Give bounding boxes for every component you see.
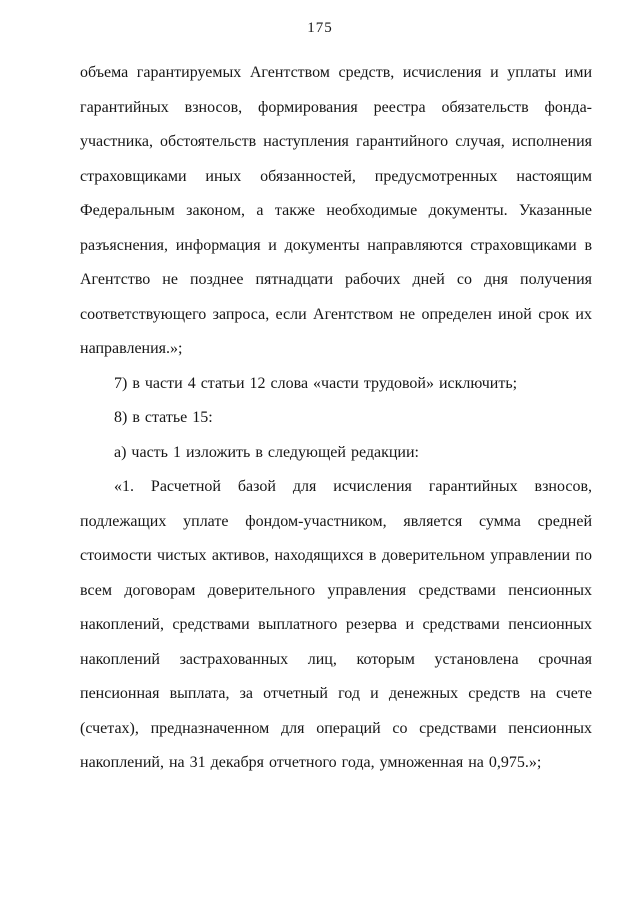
- text-line: пенсионная выплата, за отчетный год и денежных средств на счете: [80, 685, 592, 702]
- text-line: направления.»;: [80, 340, 183, 357]
- document-body: [80, 56, 592, 781]
- text-line: накоплений, средствами выплатного резерва и средствами пенсионных: [80, 616, 592, 633]
- text-line: стоимости чистых активов, находящихся в доверительном управлении по: [80, 547, 592, 564]
- text-line: разъяснения, информация и документы направляются страховщиками в: [80, 236, 592, 254]
- page-number: 175: [307, 20, 333, 36]
- text-line: «1. Расчетной базой для исчисления гарантийных взносов,: [114, 478, 592, 495]
- paragraph: [80, 367, 592, 402]
- text-line: 7) в части 4 статьи 12 слова «части трудовой» исключить;: [114, 374, 518, 392]
- text-line: объема гарантируемых Агентством средств, исчисления и уплаты ими: [80, 64, 592, 81]
- text-line: а) часть 1 изложить в следующей редакции:: [114, 443, 419, 461]
- text-line: подлежащих уплате фондом-участником, является сумма средней: [80, 512, 592, 530]
- paragraph: [80, 56, 592, 367]
- text-line: Федеральным законом, а также необходимые документы. Указанные: [80, 202, 592, 219]
- text-line: страховщиками иных обязанностей, предусмотренных настоящим: [80, 167, 592, 185]
- text-line: Агентство не позднее пятнадцати рабочих дней со дня получения: [80, 271, 592, 288]
- paragraph: [80, 401, 592, 436]
- paragraph: [80, 470, 592, 781]
- text-line: (счетах), предназначенном для операций со средствами пенсионных: [80, 719, 592, 737]
- text-line: 8) в статье 15:: [114, 409, 213, 426]
- paragraph: [80, 436, 592, 471]
- text-line: гарантийных взносов, формирования реестра обязательств фонда-: [80, 98, 592, 116]
- text-line: участника, обстоятельств наступления гарантийного случая, исполнения: [80, 133, 592, 150]
- text-line: накоплений застрахованных лиц, которым установлена срочная: [80, 650, 592, 668]
- text-line: соответствующего запроса, если Агентством не определен иной срок их: [80, 305, 592, 323]
- text-line: всем договорам доверительного управления средствами пенсионных: [80, 581, 592, 599]
- text-line: накоплений, на 31 декабря отчетного года, умноженная на 0,975.»;: [80, 754, 542, 771]
